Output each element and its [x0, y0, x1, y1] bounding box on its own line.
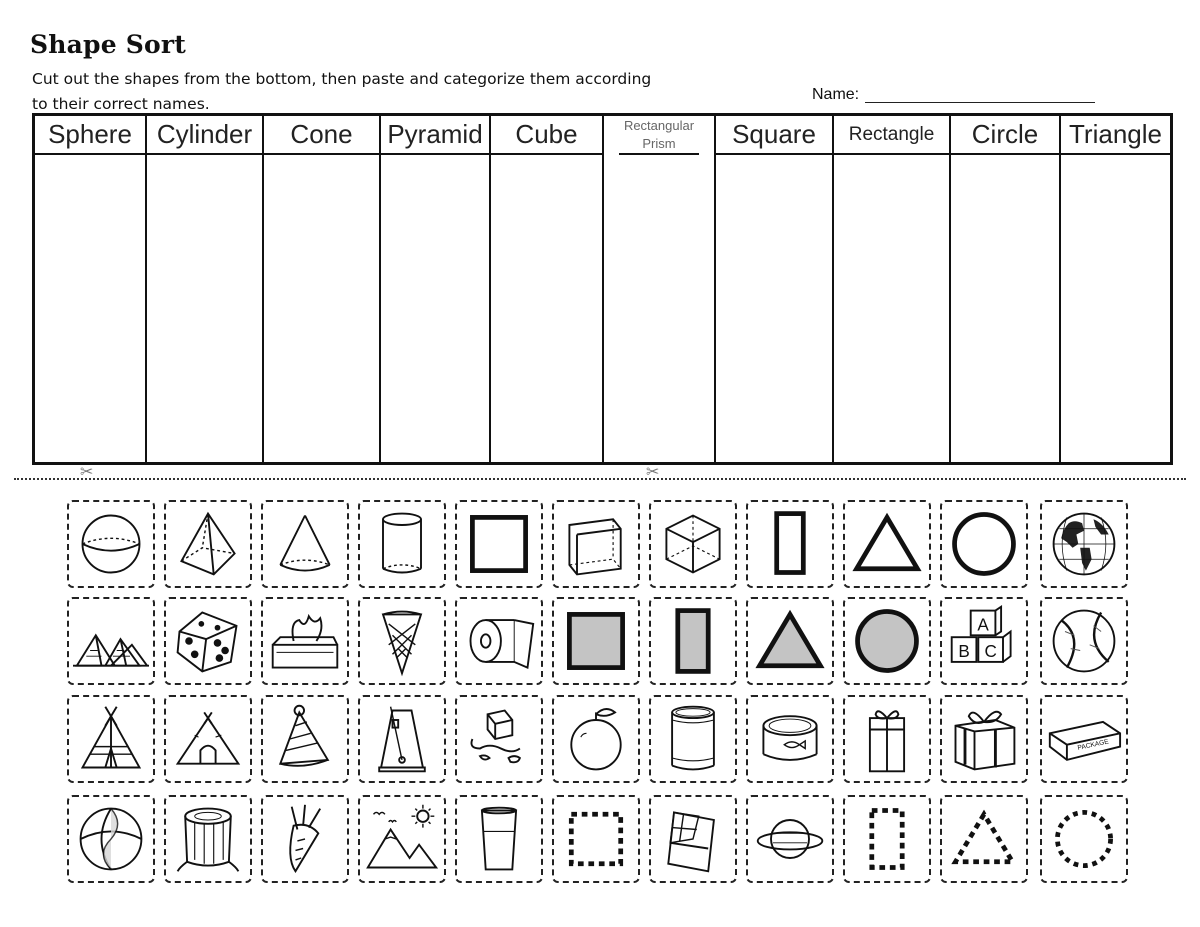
cutout-card — [67, 597, 155, 685]
ice-cube-icon — [461, 701, 537, 777]
cutout-card — [164, 695, 252, 783]
cutout-card — [164, 597, 252, 685]
filled-circle-icon — [849, 603, 925, 679]
beach-ball-icon — [73, 801, 149, 877]
abc-blocks-icon — [946, 603, 1022, 679]
cutout-card — [261, 795, 349, 883]
name-line — [865, 86, 1095, 103]
paste-area — [147, 155, 262, 462]
ice-cream-cone-icon — [364, 603, 440, 679]
scissors-icon: ✂ — [80, 462, 94, 481]
cutout-card — [843, 597, 931, 685]
cutout-card — [552, 597, 640, 685]
svg-text:PACKAGE: PACKAGE — [1076, 738, 1110, 752]
cutout-card — [746, 695, 834, 783]
filled-square-icon — [558, 603, 634, 679]
cutout-card — [455, 695, 543, 783]
cut-line — [14, 478, 1186, 480]
paste-area — [491, 155, 602, 462]
column-header: Rectangle — [834, 116, 949, 155]
dice-icon — [170, 603, 246, 679]
cutout-card — [843, 500, 931, 588]
column-header: Pyramid — [381, 116, 489, 155]
cutout-card — [552, 795, 640, 883]
column-square — [716, 116, 834, 462]
column-header: Sphere — [35, 116, 145, 155]
cone-icon — [267, 506, 343, 582]
paste-area — [1061, 155, 1170, 462]
planet-icon — [752, 801, 828, 877]
filled-triangle-icon — [752, 603, 828, 679]
cutout-card — [1040, 795, 1128, 883]
cutout-card — [455, 597, 543, 685]
sphere-icon — [73, 506, 149, 582]
cube-icon — [655, 506, 731, 582]
cylinder-icon — [364, 506, 440, 582]
globe-icon — [1046, 506, 1122, 582]
filled-rectangle-icon — [655, 603, 731, 679]
column-circle — [951, 116, 1061, 462]
cutout-card — [940, 500, 1028, 588]
paste-area — [716, 155, 832, 462]
cutout-card — [358, 597, 446, 685]
square-icon — [461, 506, 537, 582]
cutout-card — [746, 500, 834, 588]
cutout-card — [1040, 695, 1128, 783]
party-hat-icon — [267, 701, 343, 777]
column-header: Cylinder — [147, 116, 262, 155]
scissors-icon: ✂ — [646, 462, 660, 481]
cutout-card — [552, 695, 640, 783]
tissue-box-icon — [267, 603, 343, 679]
column-pyramid — [381, 116, 491, 462]
column-header: Cube — [491, 116, 602, 155]
cutout-card — [261, 500, 349, 588]
dotted-rectangle-icon — [849, 801, 925, 877]
gift-box-icon — [946, 701, 1022, 777]
cutout-card — [746, 795, 834, 883]
column-header: Cone — [264, 116, 379, 155]
column-sphere — [35, 116, 147, 462]
tree-stump-icon — [170, 801, 246, 877]
svg-text:C: C — [984, 642, 997, 662]
cutout-card — [358, 500, 446, 588]
paste-area — [834, 155, 949, 462]
circle-icon — [946, 506, 1022, 582]
cutout-card — [358, 695, 446, 783]
cutout-card — [164, 795, 252, 883]
svg-text:A: A — [977, 615, 989, 635]
name-label: Name: — [812, 86, 860, 103]
dotted-circle-icon — [1046, 801, 1122, 877]
gift-box-tall-icon — [849, 701, 925, 777]
cutout-card — [1040, 500, 1128, 588]
pyramid-icon — [170, 506, 246, 582]
sort-table — [32, 113, 1173, 465]
rectangle-icon — [752, 506, 828, 582]
cutout-card — [67, 500, 155, 588]
tennis-ball-icon — [1046, 603, 1122, 679]
name-field — [812, 86, 1095, 104]
cutout-card — [455, 795, 543, 883]
dotted-triangle-icon — [946, 801, 1022, 877]
cutout-card — [261, 695, 349, 783]
column-header: Rectangular Prism — [619, 116, 699, 155]
column-header: Square — [716, 116, 832, 155]
cutout-card — [455, 500, 543, 588]
column-triangle — [1061, 116, 1170, 462]
paste-area — [381, 155, 489, 462]
soup-can-icon — [655, 701, 731, 777]
cutout-card — [67, 695, 155, 783]
cutout-card — [649, 500, 737, 588]
carrot-icon — [267, 801, 343, 877]
drinking-glass-icon — [461, 801, 537, 877]
rectangular-prism-icon — [558, 506, 634, 582]
worksheet-instructions: Cut out the shapes from the bottom, then paste and categorize them according to their correct names. — [32, 70, 652, 113]
paste-area — [951, 155, 1059, 462]
column-cube — [491, 116, 604, 462]
cutout-card — [940, 795, 1028, 883]
cutout-card — [164, 500, 252, 588]
cutout-card — [649, 795, 737, 883]
cutout-card — [67, 795, 155, 883]
cutout-card — [940, 695, 1028, 783]
tuna-can-icon — [752, 701, 828, 777]
paste-area — [604, 155, 714, 462]
orange-icon — [558, 701, 634, 777]
triangle-icon — [849, 506, 925, 582]
column-header: Triangle — [1061, 116, 1170, 155]
mountains-icon — [364, 801, 440, 877]
dotted-square-icon — [558, 801, 634, 877]
paste-area — [35, 155, 145, 462]
chocolate-bar-icon — [655, 801, 731, 877]
column-header: Circle — [951, 116, 1059, 155]
worksheet-title: Shape Sort — [30, 30, 186, 59]
column-cone — [264, 116, 381, 462]
column-rectangle — [834, 116, 951, 462]
cutout-card — [261, 597, 349, 685]
cutout-card — [746, 597, 834, 685]
svg-text:B: B — [958, 642, 970, 662]
column-rectangular-prism — [604, 116, 716, 462]
paste-area — [264, 155, 379, 462]
teepee-icon — [73, 701, 149, 777]
tent-icon — [170, 701, 246, 777]
cutout-card — [843, 695, 931, 783]
column-cylinder — [147, 116, 264, 462]
egypt-pyramids-icon — [73, 603, 149, 679]
package-box-icon — [1046, 701, 1122, 777]
cutout-card — [358, 795, 446, 883]
cutout-card — [843, 795, 931, 883]
cutout-card — [940, 597, 1028, 685]
cutout-card — [649, 695, 737, 783]
cutout-card — [552, 500, 640, 588]
metronome-icon — [364, 701, 440, 777]
cutout-card — [649, 597, 737, 685]
toilet-paper-roll-icon — [461, 603, 537, 679]
cutout-card — [1040, 597, 1128, 685]
